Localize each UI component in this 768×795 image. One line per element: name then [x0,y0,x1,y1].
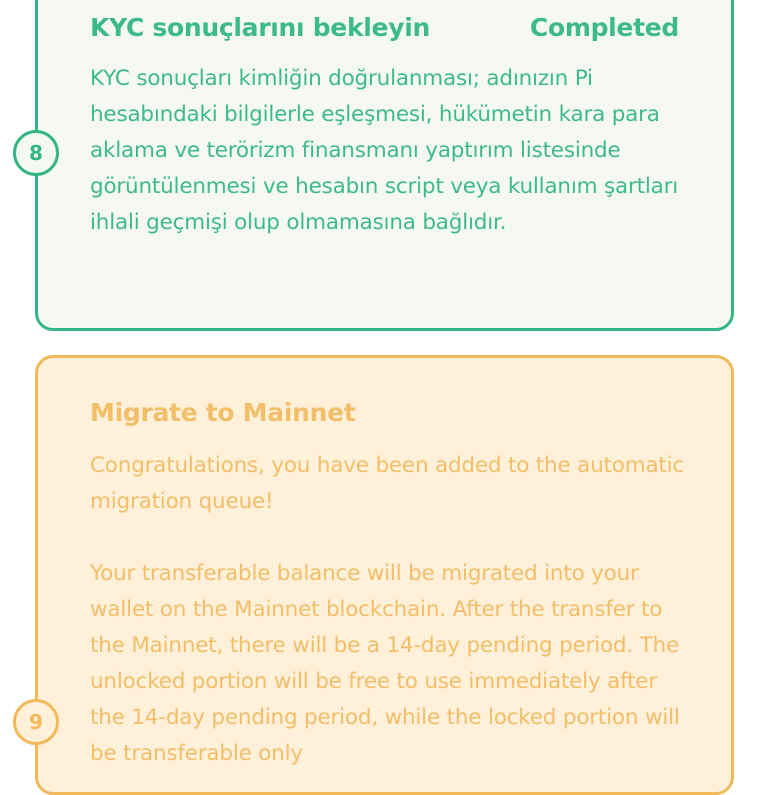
step-card-kyc-results [35,0,734,331]
step-number: 9 [29,710,43,734]
step-paragraph: KYC sonuçları kimliğin doğrulanması; adınızın Pi hesabındaki bilgilerle eşleşmesi, hükümetin kara para aklama ve terörizm finansmanı yaptırım listesinde görüntülenmesi ve hesabın script veya kullanım şartları ihlali geçmişi olup olmamasına bağlıdır. [90,66,679,235]
step-number-badge [13,130,59,176]
step-title: Migrate to Mainnet [90,398,356,427]
step-description [90,448,691,772]
step-header [90,398,679,427]
step-number: 8 [29,141,43,165]
step-title: KYC sonuçlarını bekleyin [90,13,430,42]
step-header [90,13,679,42]
step-description [90,61,691,241]
step-paragraph: Congratulations, you have been added to the automatic migration queue! [90,453,685,514]
step-card-migrate-mainnet [35,355,734,795]
status-badge: Completed [529,13,679,42]
step-number-badge [13,699,59,745]
step-paragraph: Your transferable balance will be migrated into your wallet on the Mainnet blockchain. After the transfer to the Mainnet, there will be a 14-day pending period. The unlocked portion will be free to use immediately after the 14-day pending period, while the locked portion will be transferable only [90,561,680,766]
